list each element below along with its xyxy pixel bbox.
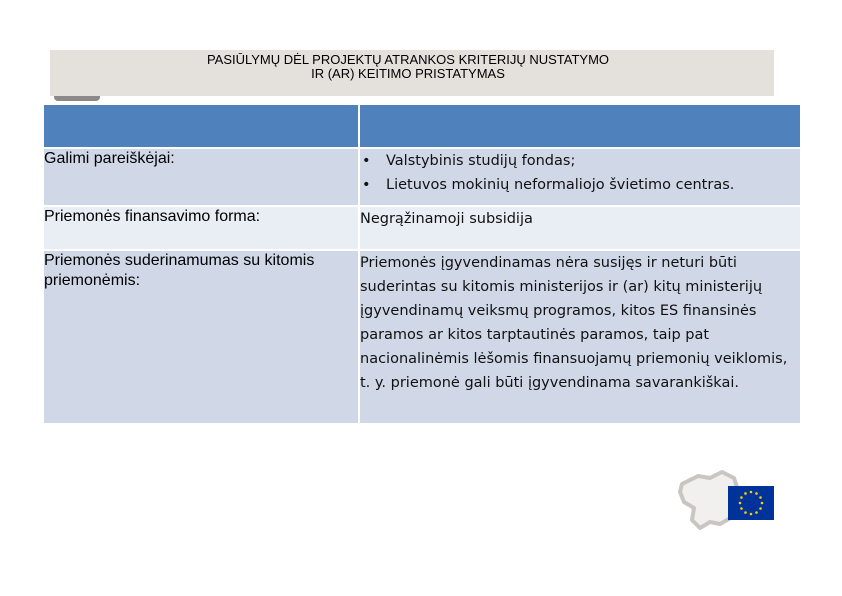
table-header-cell-value	[359, 104, 801, 148]
row-value-applicants	[359, 148, 801, 206]
table-header-row	[43, 104, 801, 148]
eu-star	[740, 496, 743, 499]
table-row-financing-form	[43, 206, 801, 250]
eu-star	[759, 496, 762, 499]
applicants-list	[360, 149, 800, 197]
eu-star	[744, 492, 747, 495]
header-tab-decoration	[54, 96, 100, 101]
eu-star	[740, 507, 743, 510]
eu-star	[739, 502, 742, 505]
row-label-compatibility: Priemonės suderinamumas su kitomis priemonėmis:	[43, 250, 359, 424]
page-title-line-2: IR (AR) KEITIMO PRISTATYMAS	[311, 66, 505, 81]
row-label-applicants: Galimi pareiškėjai:	[43, 148, 359, 206]
eu-star	[759, 507, 762, 510]
list-item: • Lietuvos mokinių neformaliojo švietimo centras.	[360, 173, 800, 197]
page-title-line-1: PASIŪLYMŲ DĖL PROJEKTŲ ATRANKOS KRITERIJŲ NUSTATYMO	[206, 52, 610, 67]
eu-star	[744, 511, 747, 514]
page-title	[50, 53, 766, 81]
eu-star	[750, 513, 753, 516]
eu-star	[761, 502, 764, 505]
list-item: • Valstybinis studijų fondas;	[360, 149, 800, 173]
table-row-compatibility	[43, 250, 801, 424]
eu-flag-icon	[728, 486, 774, 520]
lithuania-eu-emblem	[676, 468, 780, 532]
eu-star	[755, 492, 758, 495]
table-header-cell-label	[43, 104, 359, 148]
criteria-table	[42, 103, 802, 425]
table-row-applicants	[43, 148, 801, 206]
eu-star	[755, 511, 758, 514]
row-label-financing-form: Priemonės finansavimo forma:	[43, 206, 359, 250]
row-value-financing-form: Negrąžinamoji subsidija	[359, 206, 801, 250]
row-value-compatibility: Priemonės įgyvendinamas nėra susijęs ir neturi būti suderintas su kitomis ministerijos ir (ar) kitų ministerijų įgyvendinamų veiksmų programos, kitos ES finansinės paramos ar kitos tarptautinės paramos, taip pat nacionalinėmis lėšomis finansuojamų priemonių veiklomis, t. y. priemonė gali būti įgyvendinama savarankiškai.	[359, 250, 801, 424]
eu-star	[750, 491, 753, 494]
